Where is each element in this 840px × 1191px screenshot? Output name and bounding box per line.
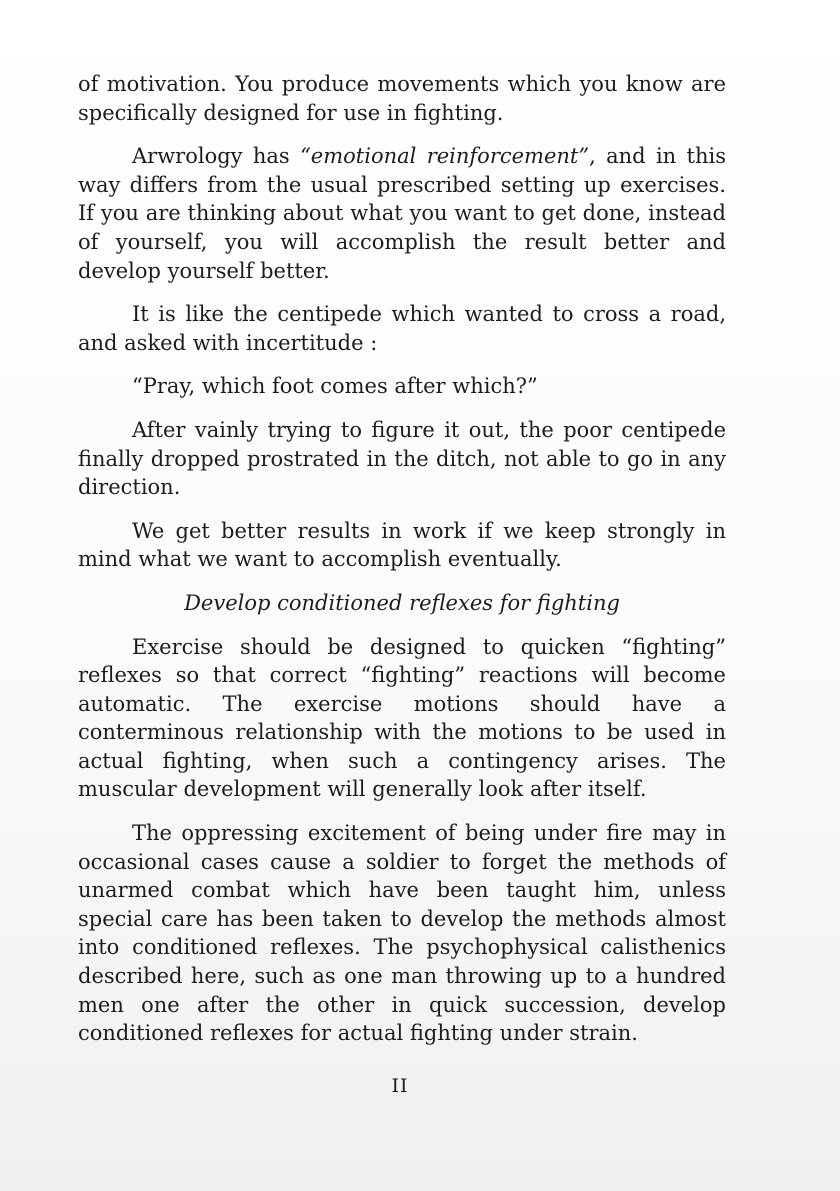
- section-heading: Develop conditioned reflexes for fighting: [184, 590, 620, 615]
- paragraph-results: We get better results in work if we keep strongly in mind what we want to accomplish eventually.: [78, 518, 726, 572]
- paragraph-arwrology: [78, 142, 726, 285]
- paragraph-centipede-outcome: After vainly trying to figure it out, the poor centipede finally dropped prostrated in the ditch, not able to go in any direction.: [78, 417, 726, 500]
- body-text: [78, 70, 726, 1063]
- arwrology-text-start: Arwrology has: [132, 144, 301, 169]
- paragraph-exercise: Exercise should be designed to quicken “fighting” reflexes so that correct “fighting” reactions will become automatic. The exercise motions should have a conterminous relationship with the motions to be used in actual fighting, when such a contingency arises. The muscular development will generally look after itself.: [78, 634, 726, 802]
- paragraph-quote: “Pray, which foot comes after which?”: [132, 374, 538, 399]
- emotional-reinforcement-emphasis: “emotional reinforcement”: [300, 144, 590, 169]
- paragraph-motivation: of motivation. You produce movements which you know are specifically designed for use in fighting.: [78, 72, 726, 125]
- paragraph-excitement: The oppressing excitement of being under fire may in occasional cases cause a soldier to forget the methods of unarmed combat which have been taught him, unless special care has been taken to develop the methods almost into conditioned reflexes. The psychophysical calisthenics described here, such as one man throwing up to a hundred men one after the other in quick succession, develop conditioned reflexes for actual fighting under strain.: [78, 821, 726, 1046]
- page-number: II: [391, 1075, 409, 1097]
- paragraph-centipede: It is like the centipede which wanted to cross a road, and asked with incertitude :: [78, 302, 726, 355]
- arwrology-text-end: , and in this way differs from the usual prescribed setting up exercises. If you are thinking about what you want to get done, instead of yourself, you will accomplish the result better and develop yourself better.: [78, 144, 727, 283]
